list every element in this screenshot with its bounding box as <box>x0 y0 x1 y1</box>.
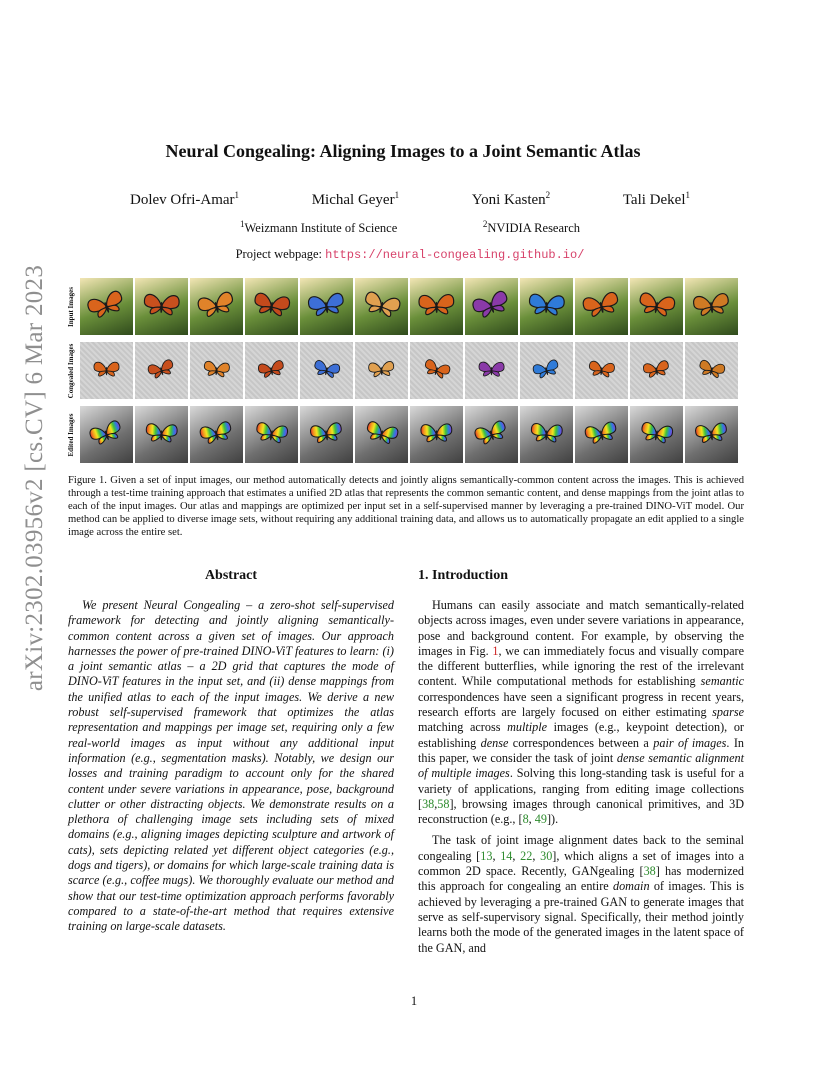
congealed-image <box>575 342 628 399</box>
congealed-image <box>190 342 243 399</box>
edited-image <box>465 406 518 463</box>
figure-link[interactable]: 1 <box>492 643 499 658</box>
edited-image <box>575 406 628 463</box>
citation-link[interactable]: 38 <box>643 864 656 879</box>
arxiv-stamp <box>10 264 60 692</box>
citation-link[interactable]: 49 <box>534 812 547 827</box>
congealed-image <box>465 342 518 399</box>
congealed-image <box>300 342 353 399</box>
paper-title: Neural Congealing: Aligning Images to a Joint Semantic Atlas <box>165 141 641 161</box>
abstract-text: We present Neural Congealing – a zero-shot self-supervised framework for detecting and jointly aligning semantically-common content across a given set of images. Our approach harnesses the power of pre-trained DINO-ViT features to learn: (i) a joint semantic atlas – a 2D grid that captures the mode of DINO-ViT features in the input set, and (ii) dense mappings from the unified atlas to each of the input images. We derive a new robust self-supervised framework that optimizes the atlas representation and mappings per image set, requiring only a few real-world images as input without any additional input information (e.g., segmentation masks). Notably, we design our losses and training paradigm to account only for the shared content under severe variations in appearance, pose, background clutter or other distracting objects. We demonstrate results on a plethora of challenging image sets including sets of mixed domains (e.g., aligning images depicting sculpture and artwork of cats), sets depicting related yet different object categories (e.g., dogs and tigers), or domains for which large-scale training data is scarce (e.g., coffee mugs). We thoroughly evaluate our method and show that our test-time optimization approach performs favorably compared to a state-of-the-art method that requires extensive training on large-scale datasets. <box>68 598 394 934</box>
row-label-edited: Edited Images <box>67 413 75 456</box>
congealed-images-row <box>80 342 738 399</box>
author-list <box>130 192 690 209</box>
project-webpage <box>150 247 670 262</box>
citation-link[interactable]: 14 <box>500 848 513 863</box>
congealed-image <box>135 342 188 399</box>
page-number: 1 <box>410 994 418 1008</box>
input-image <box>520 278 573 335</box>
input-image <box>190 278 243 335</box>
edited-image <box>685 406 738 463</box>
congealed-image <box>355 342 408 399</box>
edited-image <box>630 406 683 463</box>
citation-link[interactable]: 13 <box>480 848 493 863</box>
affiliation: $^2$NVIDIA Research <box>482 218 580 235</box>
input-image <box>300 278 353 335</box>
citation-link[interactable]: 8 <box>522 812 529 827</box>
congealed-image <box>630 342 683 399</box>
edited-image <box>410 406 463 463</box>
webpage-label: Project webpage: <box>235 247 326 261</box>
input-image <box>630 278 683 335</box>
citation-link[interactable]: 38 <box>422 796 435 811</box>
congealed-image <box>520 342 573 399</box>
input-image <box>245 278 298 335</box>
input-image <box>575 278 628 335</box>
figure-caption: Figure 1. Given a set of input images, our method automatically detects and jointly aligns semantically-common content across the images. This is achieved through a test-time training approach that estimates a unified 2D atlas that represents the common semantic content, and dense mappings from the joint atlas to each of the input images. Our atlas and mappings are optimized per input set in a self-supervised manner by leveraging a pre-trained DINO-ViT model. Our method can be applied to diverse image sets, without requiring any additional training data, and allows us to automatically propagate an edit applied to a single image across the entire set. <box>68 475 744 538</box>
input-images-row <box>80 278 738 335</box>
input-image <box>80 278 133 335</box>
intro-paragraph-1: Humans can easily associate and match semantically-related objects across images, even under severe variations in appearance, pose and background content. For example, by observing the images in Fig. 1, we can immediately focus and visually compare the different butterflies, while ignoring the rest of the irrelevant content. While computational methods for establishing semantic correspondences have seen a significant progress in recent years, research efforts are largely focused on either estimating sparse matching across multiple images (e.g., keypoint detection), or establishing dense correspondences between a pair of images. In this paper, we consider the task of joint dense semantic alignment of multiple images. Solving this long-standing task is useful for a variety of applications, ranging from editing image collections [38,58], browsing images through canonical primitives, and 3D reconstruction (e.g., [8, 49]). <box>418 598 744 827</box>
edited-image <box>520 406 573 463</box>
input-image <box>685 278 738 335</box>
citation-link[interactable]: 58 <box>437 796 450 811</box>
introduction-section <box>418 568 744 962</box>
row-label-input: Input Images <box>67 286 75 327</box>
author: Michal Geyer$^1$ <box>311 190 400 208</box>
citation-link[interactable]: 30 <box>540 848 553 863</box>
affiliation-list <box>240 218 580 236</box>
abstract-section <box>68 568 394 941</box>
input-image <box>355 278 408 335</box>
input-image <box>135 278 188 335</box>
abstract-heading: Abstract <box>204 568 258 583</box>
input-image <box>465 278 518 335</box>
congealed-image <box>80 342 133 399</box>
author: Dolev Ofri-Amar$^1$ <box>130 190 240 208</box>
edited-image <box>355 406 408 463</box>
edited-image <box>80 406 133 463</box>
edited-image <box>300 406 353 463</box>
citation-link[interactable]: 22 <box>520 848 533 863</box>
row-label-congealed: Congealed Images <box>67 343 75 398</box>
introduction-heading: 1. Introduction <box>418 568 508 583</box>
edited-images-row <box>80 406 738 463</box>
congealed-image <box>245 342 298 399</box>
congealed-image <box>685 342 738 399</box>
arxiv-stamp-text: arXiv:2302.03956v2 [cs.CV] 6 Mar 2023 <box>21 264 48 692</box>
webpage-link[interactable]: https://neural-congealing.github.io/ <box>325 248 585 262</box>
edited-image <box>190 406 243 463</box>
author: Tali Dekel$^1$ <box>622 190 690 208</box>
author: Yoni Kasten$^2$ <box>471 190 551 208</box>
edited-image <box>245 406 298 463</box>
input-image <box>410 278 463 335</box>
congealed-image <box>410 342 463 399</box>
affiliation: $^1$Weizmann Institute of Science <box>240 218 398 235</box>
edited-image <box>135 406 188 463</box>
intro-paragraph-2: The task of joint image alignment dates back to the seminal congealing [13, 14, 22, 30], which aligns a set of images into a common 2D space. Recently, GANgealing [38] has modernized this approach for congealing an entire domain of images. This is achieved by leveraging a pre-trained GAN to generate images that serve as self-supervisory signal. Specifically, their method jointly learns both the mode of the generated images in the latent space of the GAN, and <box>418 833 745 955</box>
